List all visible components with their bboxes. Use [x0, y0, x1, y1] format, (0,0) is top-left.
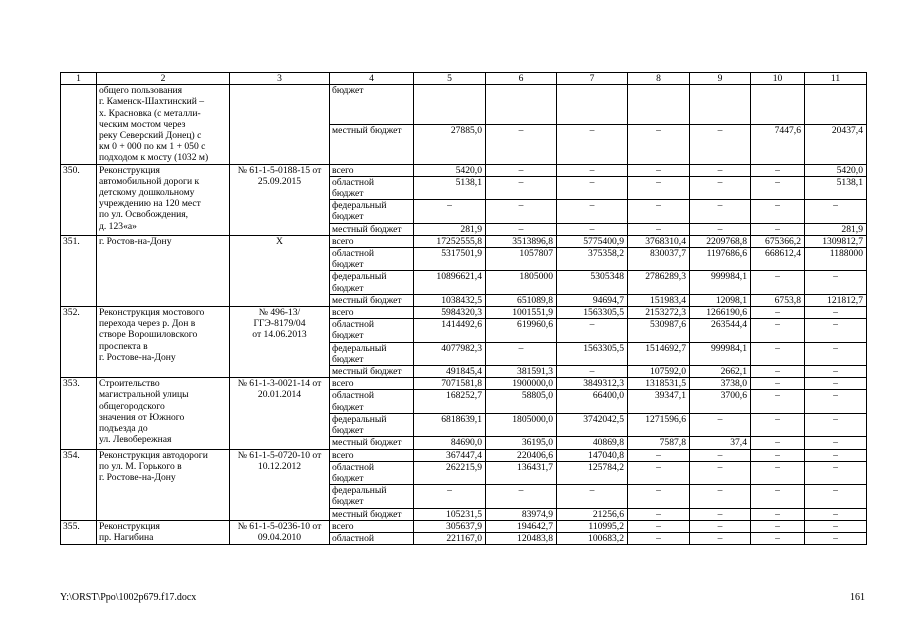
amount-cell: – [751, 437, 805, 449]
funding-source: всего [330, 235, 414, 247]
amount-cell: – [557, 176, 628, 199]
amount-cell: 27885,0 [414, 124, 486, 164]
amount-cell: 194642,7 [486, 520, 557, 532]
amount-cell: 999984,1 [690, 342, 751, 365]
amount-cell: 2209768,8 [690, 235, 751, 247]
amount-cell: – [414, 200, 486, 223]
amount-cell: 2153272,3 [628, 307, 690, 319]
amount-cell: 1038432,5 [414, 294, 486, 306]
amount-cell: – [805, 271, 867, 294]
amount-cell: – [628, 449, 690, 461]
funding-source: областной бюджет [330, 319, 414, 342]
amount-cell: 1805000,0 [486, 413, 557, 436]
amount-cell: 220406,6 [486, 449, 557, 461]
amount-cell: 1514692,7 [628, 342, 690, 365]
amount-cell: – [751, 342, 805, 365]
amount-cell: 3700,6 [690, 390, 751, 413]
amount-cell: 5420,0 [805, 164, 867, 176]
amount-cell: 1271596,6 [628, 413, 690, 436]
amount-cell: 36195,0 [486, 437, 557, 449]
amount-cell: – [751, 176, 805, 199]
funding-source: федеральный бюджет [330, 413, 414, 436]
funding-source: всего [330, 520, 414, 532]
column-header: 6 [486, 73, 557, 85]
table-row [61, 520, 867, 532]
funding-source: местный бюджет [330, 508, 414, 520]
amount-cell: 530987,6 [628, 319, 690, 342]
amount-cell: – [628, 508, 690, 520]
amount-cell: – [805, 437, 867, 449]
page-number: 161 [850, 592, 865, 603]
amount-cell: 619960,6 [486, 319, 557, 342]
amount-cell: – [805, 461, 867, 484]
amount-cell: 5984320,3 [414, 307, 486, 319]
funding-source: областной бюджет [330, 461, 414, 484]
object-name: Строительство магистральной улицы общегородского значения от Южного подъезда до ул. Левобережная [97, 378, 230, 449]
amount-cell: 7071581,8 [414, 378, 486, 390]
funding-source: областной бюджет [330, 248, 414, 271]
amount-cell: – [751, 390, 805, 413]
amount-cell: – [751, 271, 805, 294]
amount-cell: – [751, 508, 805, 520]
amount-cell: – [805, 413, 867, 436]
amount-cell [751, 85, 805, 125]
amount-cell: 40869,8 [557, 437, 628, 449]
amount-cell: – [557, 124, 628, 164]
amount-cell: 125784,2 [557, 461, 628, 484]
amount-cell: 7447,6 [751, 124, 805, 164]
amount-cell: 5138,1 [414, 176, 486, 199]
table-row [61, 449, 867, 461]
amount-cell: 58805,0 [486, 390, 557, 413]
table-row [61, 378, 867, 390]
document-reference [230, 85, 330, 164]
amount-cell: 4077982,3 [414, 342, 486, 365]
amount-cell: 10896621,4 [414, 271, 486, 294]
amount-cell: – [690, 508, 751, 520]
column-header: 4 [330, 73, 414, 85]
object-name: общего пользования г. Каменск-Шахтинский – х. Красновка (с металли- ческим мостом через реку Северский Донец) с км 0 + 000 по км 1 + 050 с подходом к мосту (1032 м) [97, 85, 230, 164]
funding-source: всего [330, 378, 414, 390]
amount-cell: – [414, 485, 486, 508]
amount-cell: 5420,0 [414, 164, 486, 176]
amount-cell: – [805, 307, 867, 319]
amount-cell: – [690, 176, 751, 199]
item-number: 355. [61, 520, 97, 544]
amount-cell: – [557, 485, 628, 508]
column-header: 2 [97, 73, 230, 85]
amount-cell: 5775400,9 [557, 235, 628, 247]
amount-cell: 147040,8 [557, 449, 628, 461]
amount-cell: – [751, 520, 805, 532]
amount-cell: 675366,2 [751, 235, 805, 247]
amount-cell: 281,9 [414, 223, 486, 235]
amount-cell: – [690, 124, 751, 164]
amount-cell: – [805, 342, 867, 365]
amount-cell: – [690, 164, 751, 176]
amount-cell [486, 85, 557, 125]
amount-cell: – [751, 532, 805, 544]
amount-cell: – [805, 378, 867, 390]
column-header: 1 [61, 73, 97, 85]
amount-cell: – [805, 390, 867, 413]
amount-cell: 83974,9 [486, 508, 557, 520]
amount-cell: 1563305,5 [557, 307, 628, 319]
amount-cell: 1900000,0 [486, 378, 557, 390]
amount-cell: – [557, 164, 628, 176]
amount-cell: 1266190,6 [690, 307, 751, 319]
amount-cell: 3742042,5 [557, 413, 628, 436]
amount-cell: 84690,0 [414, 437, 486, 449]
amount-cell: 66400,0 [557, 390, 628, 413]
amount-cell: – [628, 223, 690, 235]
document-reference: № 61-1-5-0720-10 от 10.12.2012 [230, 449, 330, 520]
amount-cell: – [628, 461, 690, 484]
amount-cell: – [690, 223, 751, 235]
amount-cell: – [628, 532, 690, 544]
amount-cell: – [751, 449, 805, 461]
amount-cell: 6753,8 [751, 294, 805, 306]
table-row [61, 85, 867, 125]
column-header: 10 [751, 73, 805, 85]
amount-cell: – [805, 508, 867, 520]
amount-cell: – [805, 485, 867, 508]
amount-cell: – [486, 124, 557, 164]
amount-cell: 3513896,8 [486, 235, 557, 247]
item-number: 351. [61, 235, 97, 306]
amount-cell: – [486, 164, 557, 176]
amount-cell: – [557, 200, 628, 223]
funding-source: федеральный бюджет [330, 485, 414, 508]
amount-cell: 491845,4 [414, 366, 486, 378]
amount-cell: 94694,7 [557, 294, 628, 306]
amount-cell: 136431,7 [486, 461, 557, 484]
object-name: Реконструкция автодороги по ул. М. Горького в г. Ростове-на-Дону [97, 449, 230, 520]
amount-cell: 5138,1 [805, 176, 867, 199]
amount-cell: – [751, 485, 805, 508]
funding-source: федеральный бюджет [330, 342, 414, 365]
amount-cell: – [805, 200, 867, 223]
amount-cell: 1563305,5 [557, 342, 628, 365]
amount-cell: 1309812,7 [805, 235, 867, 247]
amount-cell: – [557, 319, 628, 342]
amount-cell: – [486, 342, 557, 365]
amount-cell: 1414492,6 [414, 319, 486, 342]
amount-cell: – [805, 366, 867, 378]
amount-cell: – [751, 164, 805, 176]
object-name: Реконструкция пр. Нагибина [97, 520, 230, 544]
amount-cell: 262215,9 [414, 461, 486, 484]
item-number: 350. [61, 164, 97, 235]
amount-cell: – [690, 449, 751, 461]
funding-source: областной бюджет [330, 390, 414, 413]
amount-cell [805, 85, 867, 125]
column-header: 11 [805, 73, 867, 85]
amount-cell: 221167,0 [414, 532, 486, 544]
amount-cell: – [690, 413, 751, 436]
amount-cell: 20437,4 [805, 124, 867, 164]
item-number: 353. [61, 378, 97, 449]
amount-cell [414, 85, 486, 125]
column-header: 9 [690, 73, 751, 85]
amount-cell: – [690, 532, 751, 544]
table-row [61, 164, 867, 176]
funding-source: местный бюджет [330, 124, 414, 164]
amount-cell: 381591,3 [486, 366, 557, 378]
amount-cell: – [690, 485, 751, 508]
funding-source: местный бюджет [330, 223, 414, 235]
amount-cell: – [486, 223, 557, 235]
amount-cell: 3738,0 [690, 378, 751, 390]
amount-cell: 6818639,1 [414, 413, 486, 436]
column-header: 7 [557, 73, 628, 85]
amount-cell: – [628, 200, 690, 223]
amount-cell: 999984,1 [690, 271, 751, 294]
funding-source: областной бюджет [330, 176, 414, 199]
column-header: 5 [414, 73, 486, 85]
table-header-row [61, 73, 867, 85]
amount-cell: 105231,5 [414, 508, 486, 520]
amount-cell: 2786289,3 [628, 271, 690, 294]
amount-cell: – [751, 200, 805, 223]
document-reference: № 61-1-5-0236-10 от 09.04.2010 [230, 520, 330, 544]
funding-source: федеральный бюджет [330, 271, 414, 294]
amount-cell: 1001551,9 [486, 307, 557, 319]
amount-cell: – [751, 223, 805, 235]
amount-cell: 2662,1 [690, 366, 751, 378]
funding-source: местный бюджет [330, 366, 414, 378]
amount-cell: – [628, 176, 690, 199]
amount-cell: – [751, 366, 805, 378]
amount-cell: 367447,4 [414, 449, 486, 461]
amount-cell: 110995,2 [557, 520, 628, 532]
amount-cell: 375358,2 [557, 248, 628, 271]
amount-cell: 281,9 [805, 223, 867, 235]
amount-cell: 1188000 [805, 248, 867, 271]
document-reference: № 61-1-3-0021-14 от 20.01.2014 [230, 378, 330, 449]
amount-cell: – [751, 319, 805, 342]
amount-cell: 1057807 [486, 248, 557, 271]
amount-cell: – [628, 164, 690, 176]
amount-cell [690, 85, 751, 125]
amount-cell: 668612,4 [751, 248, 805, 271]
amount-cell: 168252,7 [414, 390, 486, 413]
column-header: 3 [230, 73, 330, 85]
amount-cell: – [805, 449, 867, 461]
amount-cell: – [805, 532, 867, 544]
amount-cell: – [486, 200, 557, 223]
amount-cell: 5317501,9 [414, 248, 486, 271]
budget-table [60, 72, 867, 545]
column-header: 8 [628, 73, 690, 85]
amount-cell: – [628, 485, 690, 508]
amount-cell: 100683,2 [557, 532, 628, 544]
amount-cell: – [486, 485, 557, 508]
amount-cell: – [628, 124, 690, 164]
amount-cell: 37,4 [690, 437, 751, 449]
amount-cell [557, 85, 628, 125]
amount-cell: – [557, 223, 628, 235]
amount-cell: 107592,0 [628, 366, 690, 378]
funding-source: всего [330, 307, 414, 319]
amount-cell: 17252555,8 [414, 235, 486, 247]
document-reference: Х [230, 235, 330, 306]
amount-cell: 3768310,4 [628, 235, 690, 247]
object-name: г. Ростов-на-Дону [97, 235, 230, 306]
object-name: Реконструкция автомобильной дороги к детскому дошкольному учреждению на 120 мест по ул. Освобождения, д. 123«а» [97, 164, 230, 235]
amount-cell: – [486, 176, 557, 199]
amount-cell: – [690, 200, 751, 223]
document-reference: № 496-13/ ГГЭ-8179/04 от 14.06.2013 [230, 307, 330, 378]
amount-cell: – [690, 520, 751, 532]
funding-source: местный бюджет [330, 437, 414, 449]
amount-cell: 5305348 [557, 271, 628, 294]
table-row [61, 235, 867, 247]
amount-cell: – [805, 520, 867, 532]
amount-cell: 651089,8 [486, 294, 557, 306]
footer-file-path: Y:\ORST\Ppo\1002p679.f17.docx [60, 592, 197, 603]
amount-cell: 1197686,6 [690, 248, 751, 271]
amount-cell [628, 85, 690, 125]
amount-cell: 151983,4 [628, 294, 690, 306]
document-reference: № 61-1-5-0188-15 от 25.09.2015 [230, 164, 330, 235]
amount-cell: 3849312,3 [557, 378, 628, 390]
amount-cell: – [751, 413, 805, 436]
amount-cell: 39347,1 [628, 390, 690, 413]
table-row [61, 307, 867, 319]
funding-source: федеральный бюджет [330, 200, 414, 223]
amount-cell: 1805000 [486, 271, 557, 294]
amount-cell: 21256,6 [557, 508, 628, 520]
amount-cell: 12098,1 [690, 294, 751, 306]
item-number: 352. [61, 307, 97, 378]
item-number [61, 85, 97, 164]
item-number: 354. [61, 449, 97, 520]
amount-cell: 120483,8 [486, 532, 557, 544]
amount-cell: 1318531,5 [628, 378, 690, 390]
amount-cell: – [557, 366, 628, 378]
amount-cell: – [805, 319, 867, 342]
amount-cell: – [690, 461, 751, 484]
object-name: Реконструкция мостового перехода через р. Дон в створе Ворошиловского проспекта в г. Ростове-на-Дону [97, 307, 230, 378]
funding-source: бюджет [330, 85, 414, 125]
amount-cell: 7587,8 [628, 437, 690, 449]
amount-cell: – [751, 461, 805, 484]
amount-cell: 830037,7 [628, 248, 690, 271]
funding-source: областной [330, 532, 414, 544]
amount-cell: 305637,9 [414, 520, 486, 532]
amount-cell: 121812,7 [805, 294, 867, 306]
funding-source: местный бюджет [330, 294, 414, 306]
amount-cell: 263544,4 [690, 319, 751, 342]
amount-cell: – [751, 378, 805, 390]
amount-cell: – [751, 307, 805, 319]
funding-source: всего [330, 449, 414, 461]
funding-source: всего [330, 164, 414, 176]
amount-cell: – [628, 520, 690, 532]
